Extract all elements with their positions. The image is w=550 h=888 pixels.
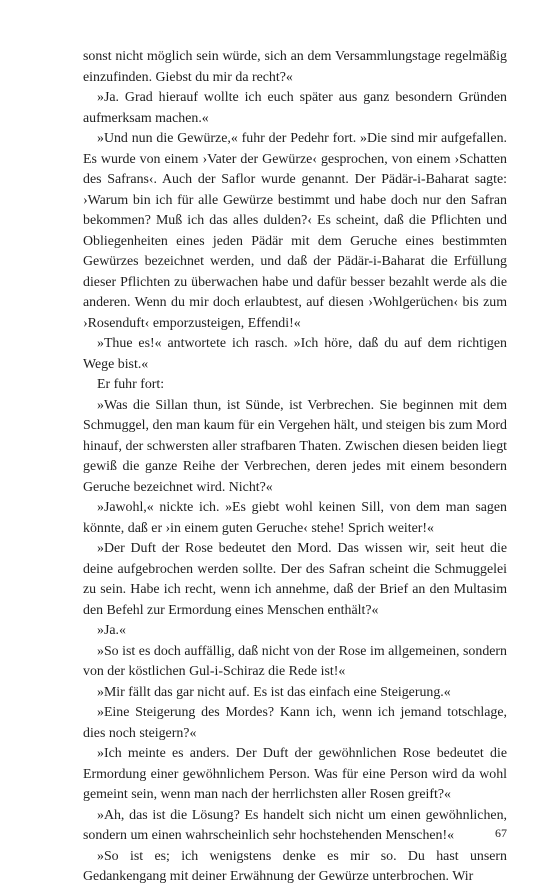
paragraph-3: »Und nun die Gewürze,« fuhr der Pedehr fort. »Die sind mir aufgefallen. Es wurde von einem ›Vater der Gewürze‹ gesprochen, von einem ›Schatten des Safrans‹. Auch der Saflor wurde genannt. Der Pädär-i-Baharat sagte: ›Warum bin ich für alle Gewürze bestimmt und habe doch nur den Safran bekommen? Muß ich das alles dulden?‹ Es scheint, daß die Pflichten und Obliegenheiten eines jeden Pädär mit dem Geruche eines bestimmten Gewürzes bezeichnet werden, und daß der Pädär-i-Baharat die Erfüllung dieser Pflichten zu überwachen habe und dafür besser bezahlt werde als die anderen. Wenn du mir doch erlaubtest, auf diesen ›Wohlgerüchen‹ bis zum ›Rosenduft‹ emporzusteigen, Effendi!« <box>83 131 507 331</box>
paragraph-9: »Ja.« <box>97 623 126 638</box>
page-number: 67 <box>495 826 507 840</box>
paragraph-1: sonst nicht möglich sein würde, sich an dem Versammlungstage regelmäßig einzufinden. Giebst du mir da recht?« <box>83 49 507 85</box>
paragraph-8: »Der Duft der Rose bedeutet den Mord. Das wissen wir, seit heut die deine aufgebrochen werden sollte. Der des Safran scheint die Schmuggelei zu sein. Habe ich recht, wenn ich annehme, daß der Brief an den Multasim den Befehl zur Ermordung eines Menschen enthält?« <box>83 541 507 618</box>
paragraph-15: »So ist es; ich wenigstens denke es mir so. Du hast unsern Gedankengang mit deiner Erwähnung der Gewürze unterbrochen. Wir <box>83 848 507 884</box>
paragraph-12: »Eine Steigerung des Mordes? Kann ich, wenn ich jemand totschlage, dies noch steigern?« <box>83 705 507 741</box>
paragraph-14: »Ah, das ist die Lösung? Es handelt sich nicht um einen gewöhnlichen, sondern um einen wahrscheinlich sehr hochstehenden Menschen!« <box>83 807 507 843</box>
paragraph-5: Er fuhr fort: <box>97 377 165 392</box>
paragraph-6: »Was die Sillan thun, ist Sünde, ist Verbrechen. Sie beginnen mit dem Schmuggel, den man kaum für ein Vergehen hält, und steigen bis zum Mord hinauf, der schwersten aller strafbaren Thaten. Zwischen diesen beiden liegt gewiß die ganze Reihe der Verbrechen, deren jedes mit einem besondern Geruche bezeichnet wird. Nicht?« <box>83 397 507 495</box>
paragraph-11: »Mir fällt das gar nicht auf. Es ist das einfach eine Steigerung.« <box>97 684 451 700</box>
body-text <box>83 47 507 888</box>
paragraph-7: »Jawohl,« nickte ich. »Es giebt wohl keinen Sill, von dem man sagen könnte, daß er ›in einem guten Geruche‹ stehe! Sprich weiter!« <box>83 500 507 536</box>
paragraph-10: »So ist es doch auffällig, daß nicht von der Rose im allgemeinen, sondern von der köstlichen Gul-i-Schiraz die Rede ist!« <box>83 643 507 679</box>
paragraph-13: »Ich meinte es anders. Der Duft der gewöhnlichen Rose bedeutet die Ermordung einer gewöhnlichem Person. Was für eine Person wird da wohl gemeint sein, wenn man nach der herrlichsten aller Rosen greift?« <box>83 746 507 802</box>
paragraph-2: »Ja. Grad hierauf wollte ich euch später aus ganz besondern Gründen aufmerksam machen.« <box>83 90 507 126</box>
paragraph-4: »Thue es!« antwortete ich rasch. »Ich höre, daß du auf dem richtigen Wege bist.« <box>83 336 507 372</box>
